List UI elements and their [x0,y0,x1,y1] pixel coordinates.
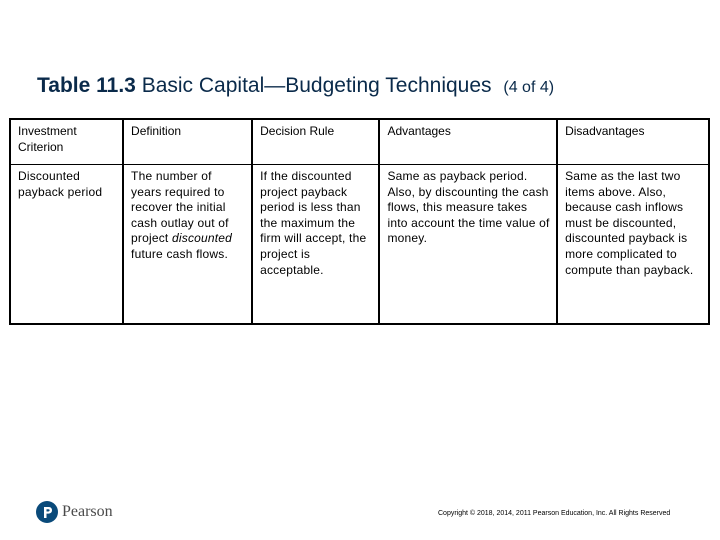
cell-definition [123,165,252,325]
definition-emphasis: discounted [172,231,233,246]
table-row [10,165,709,325]
definition-text-post: future cash flows. [131,246,229,261]
header-disadvantages: Disadvantages [557,119,709,165]
cell-disadvantages: Same as the last two items above. Also, because cash inflows must be discounted, discounted payback is more complicated to compute than payback. [557,165,709,325]
copyright-notice: Copyright © 2018, 2014, 2011 Pearson Education, Inc. All Rights Reserved [438,510,671,517]
cell-decision-rule: If the discounted project payback period is less than the maximum the firm will accept, the project is acceptable. [252,165,379,325]
header-definition: Definition [123,119,252,165]
table-number: Table 11.3 [37,74,136,97]
table-title-text: Basic Capital—Budgeting Techniques [141,74,492,97]
page-title [37,74,554,98]
definition-text-pre: The number of years required to recover the initial cash outlay out of project [131,169,229,246]
table-part-label: (4 of 4) [503,79,555,96]
pearson-logo [36,501,113,523]
header-advantages: Advantages [379,119,557,165]
techniques-table [9,118,710,325]
pearson-wordmark: Pearson [62,503,113,520]
table-header-row [10,119,709,165]
cell-criterion: Discounted payback period [10,165,123,325]
header-decision-rule: Decision Rule [252,119,379,165]
cell-advantages: Same as payback period. Also, by discounting the cash flows, this measure takes into account the time value of money. [379,165,557,325]
header-investment-criterion: Investment Criterion [10,119,123,165]
pearson-p-icon [36,501,58,523]
